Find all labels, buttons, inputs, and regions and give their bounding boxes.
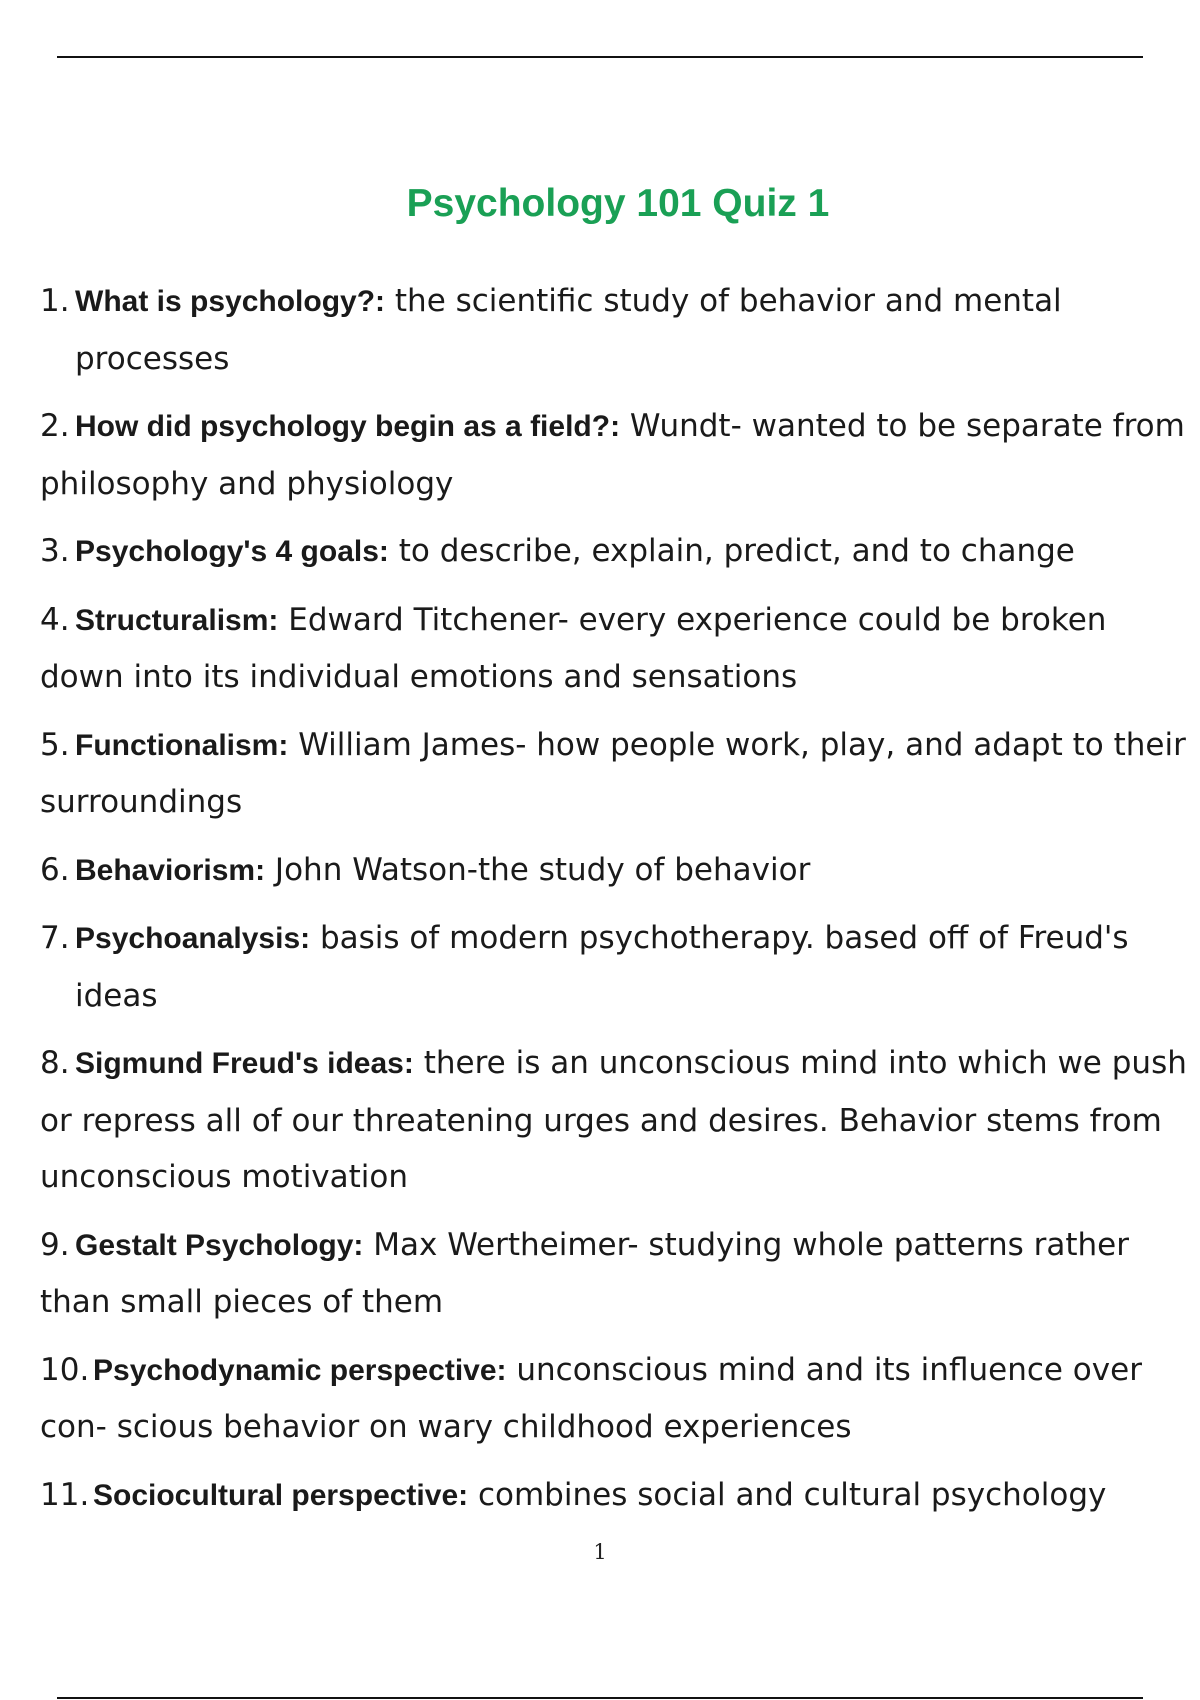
qa-item [40, 1035, 1190, 1206]
item-number: 2. [40, 408, 70, 444]
item-definition: combines social and cultural psychology [468, 1476, 1107, 1513]
item-definition: William James- how people work, play, and adapt to their surroundings [40, 726, 1186, 820]
bottom-divider [57, 1697, 1143, 1699]
item-definition: Max Wertheimer- studying whole patterns rather than small pieces of them [40, 1226, 1129, 1320]
item-term: What is psychology?: [75, 285, 386, 318]
item-definition: to describe, explain, predict, and to change [388, 533, 1075, 569]
item-definition: the scientific study of behavior and mental processes [75, 283, 1062, 377]
item-term: Behaviorism: [75, 853, 266, 887]
qa-item [40, 1467, 1190, 1525]
item-term: Psychology's 4 goals: [75, 535, 389, 568]
item-number: 10. [40, 1351, 90, 1388]
item-term: Psychoanalysis: [75, 922, 311, 955]
qa-item [40, 398, 1190, 512]
item-definition: John Watson-the study of behavior [265, 851, 811, 888]
qa-item [40, 592, 1190, 706]
item-term: Sigmund Freud's ideas: [75, 1047, 414, 1080]
qa-item [40, 273, 1190, 387]
qa-item [40, 1217, 1190, 1331]
item-number: 11. [40, 1476, 90, 1513]
page-number: 1 [593, 1540, 607, 1564]
item-term: Psychodynamic perspective: [93, 1353, 507, 1387]
item-definition: basis of modern psychotherapy. based off of Freud's ideas [75, 920, 1129, 1014]
item-term: Sociocultural perspective: [93, 1478, 469, 1512]
qa-item [40, 910, 1190, 1024]
qa-item [40, 523, 1190, 581]
item-number: 6. [40, 851, 70, 888]
page-title: Psychology 101 Quiz 1 [406, 182, 830, 225]
qa-item [40, 1342, 1190, 1456]
item-term: How did psychology begin as a field?: [75, 410, 621, 443]
item-number: 1. [40, 283, 70, 319]
top-divider [57, 56, 1143, 58]
item-number: 5. [40, 726, 70, 763]
item-number: 8. [40, 1045, 70, 1081]
item-definition: Wundt- wanted to be separate from philosophy and physiology [40, 408, 1185, 502]
qa-item [40, 717, 1190, 831]
item-number: 4. [40, 601, 70, 638]
item-definition: there is an unconscious mind into which we push or repress all of our threatening urges and desires. Behavior stems from unconscious motivation [40, 1045, 1187, 1195]
item-definition: Edward Titchener- every experience could be broken down into its individual emotions and sensations [40, 601, 1107, 695]
item-definition: unconscious mind and its influence over con- scious behavior on wary childhood experiences [40, 1351, 1142, 1445]
item-number: 9. [40, 1226, 70, 1263]
item-number: 7. [40, 920, 70, 956]
item-term: Structuralism: [75, 603, 279, 637]
item-term: Functionalism: [75, 728, 289, 762]
qa-list [40, 273, 1190, 1535]
item-term: Gestalt Psychology: [75, 1228, 364, 1262]
item-number: 3. [40, 533, 70, 569]
qa-item [40, 842, 1190, 900]
